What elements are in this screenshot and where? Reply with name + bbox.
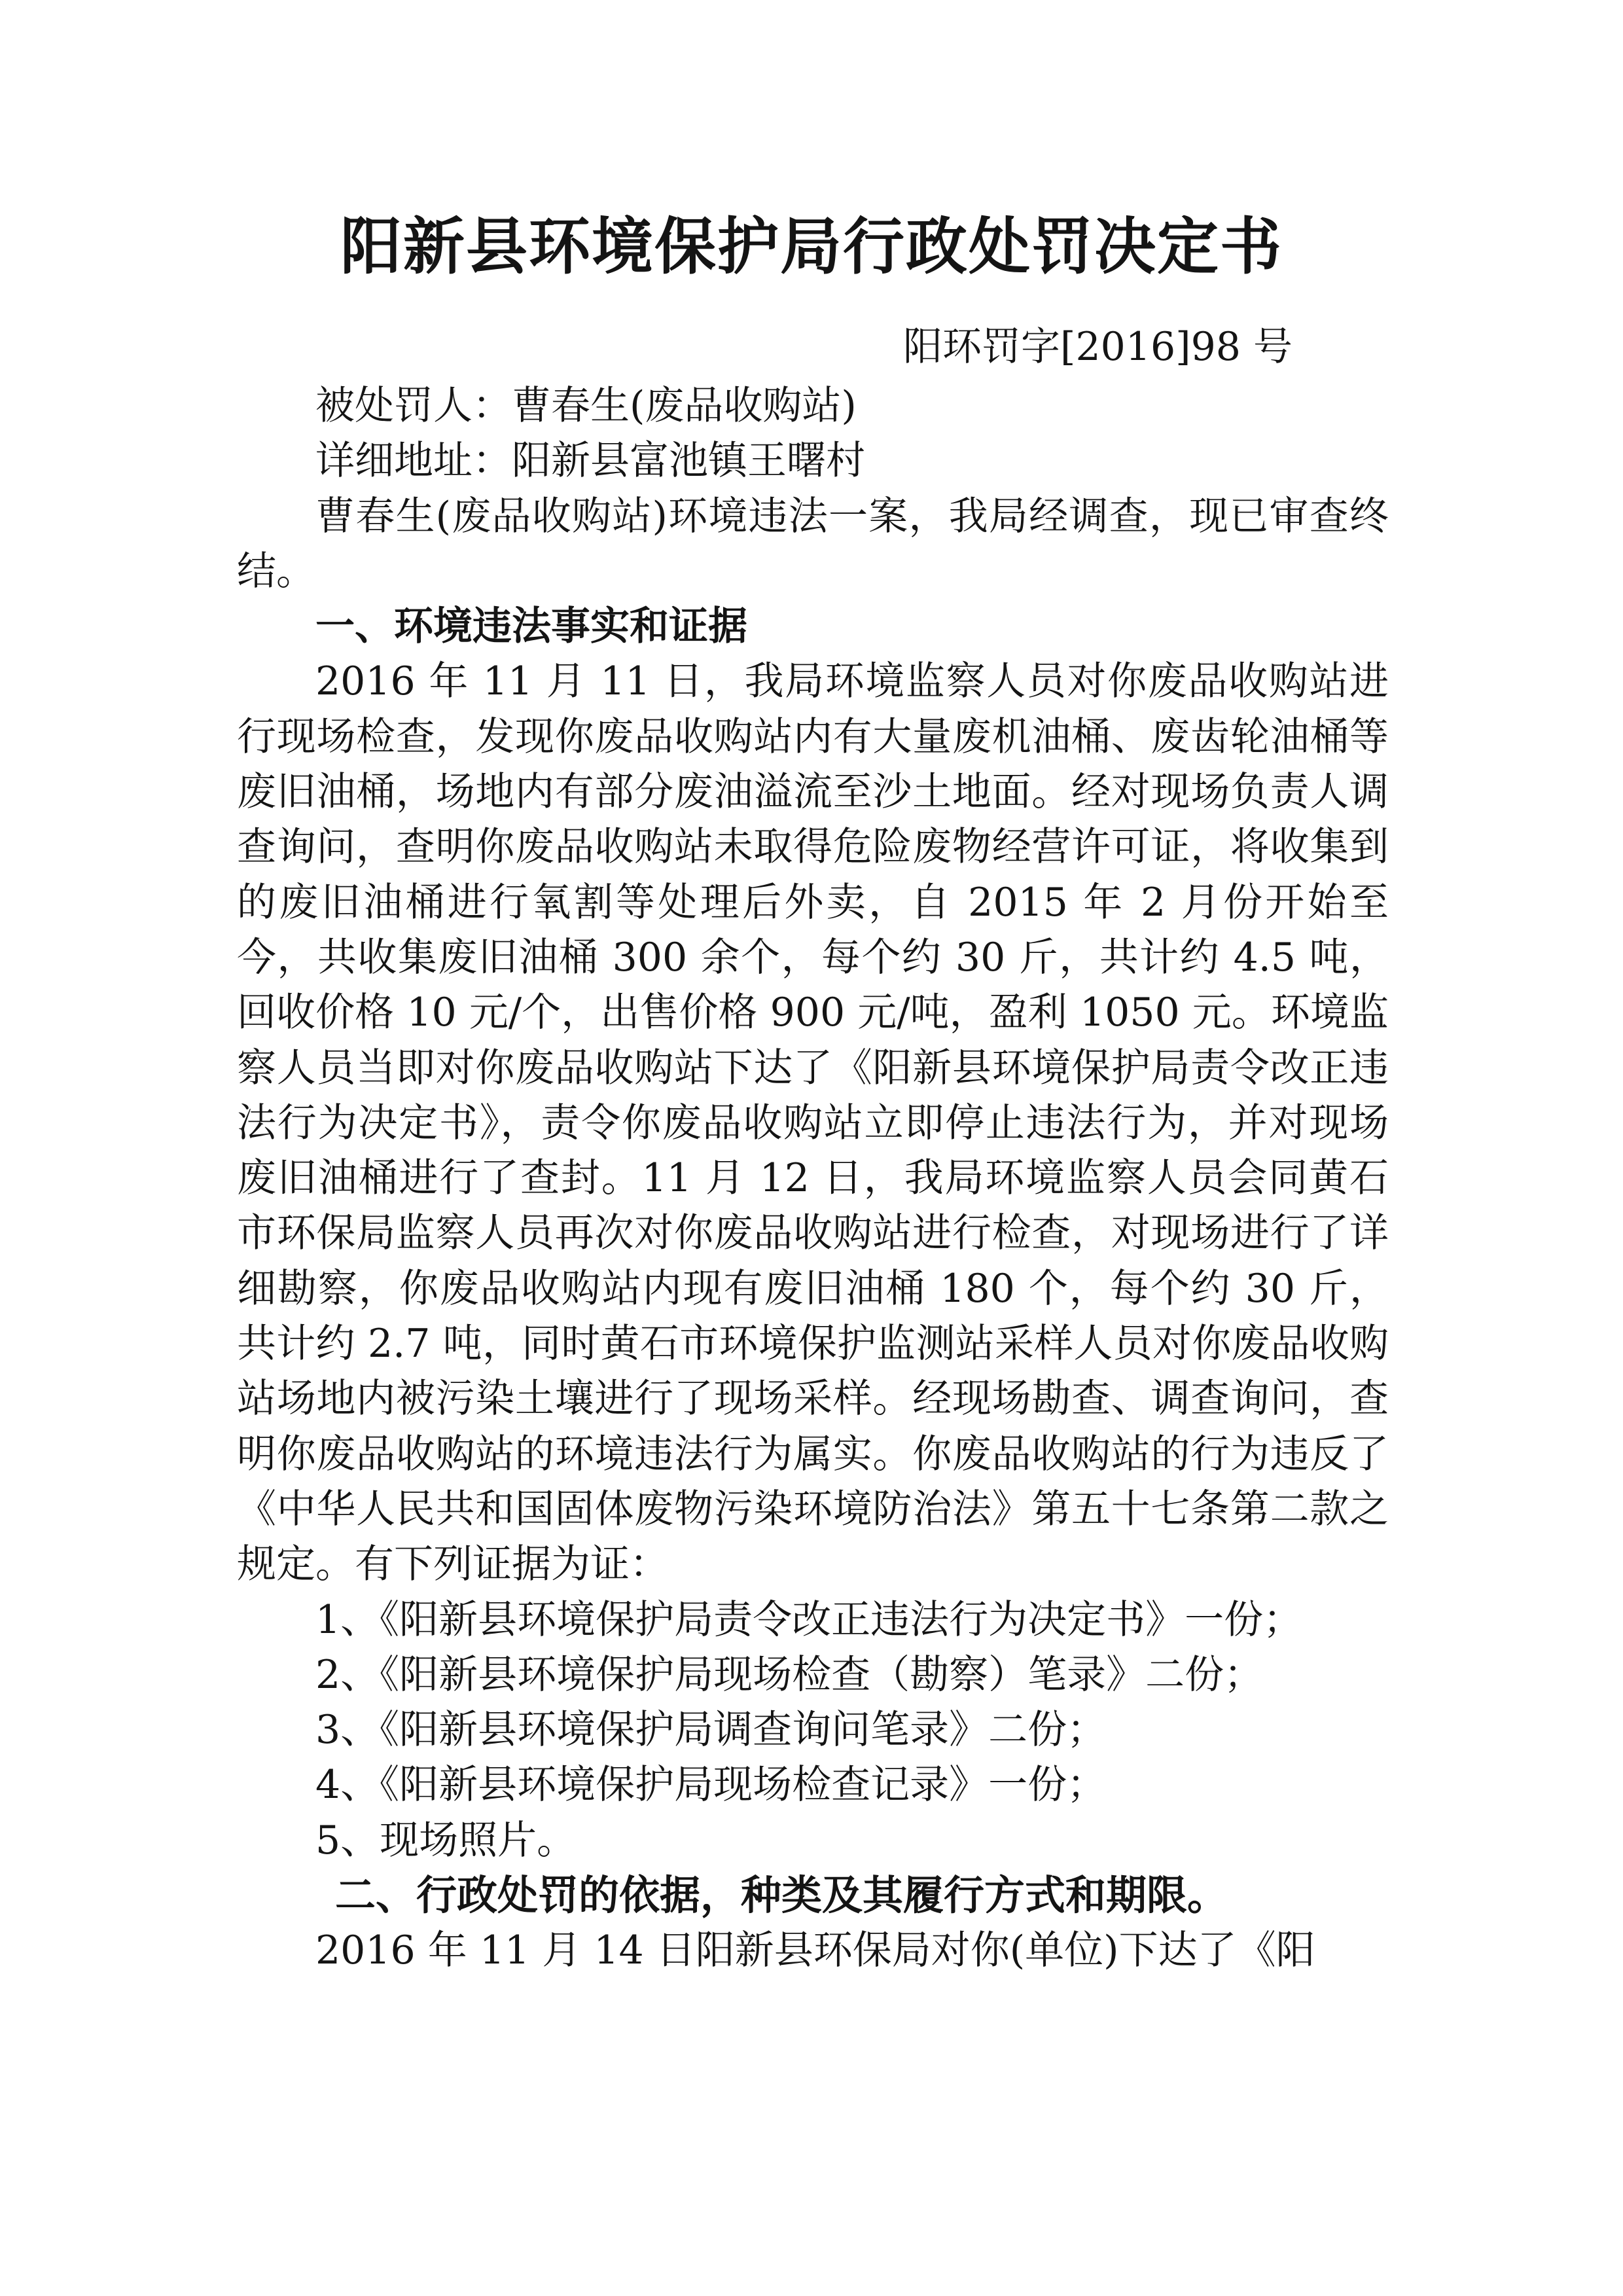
intro-paragraph: 曹春生(废品收购站)环境违法一案，我局经调查，现已审查终结。 <box>237 493 1389 594</box>
section-1-heading: 一、环境违法事实和证据 <box>315 603 747 650</box>
section-1-paragraph: 2016 年 11 月 11 日，我局环境监察人员对你废品收购站进行现场检查，发现你废品收购站内有大量废机油桶、废齿轮油桶等废旧油桶，场地内有部分废油溢流至沙土地面。经对现场负责人调查询问，查明你废品收购站未取得危险废物经营许可证，将收集到的废旧油桶进行氧割等处理后外卖，自 2015 年 2 月份开始至今，共收集废旧油桶 300 余个，每个约 30 斤，共计约 4.5 吨，回收价格 10 元/个，出售价格 900 元/吨，盈利 1050 元。环境监察人员当即对你废品收购站下达了《阳新县环境保护局责令改正违法行为决定书》，责令你废品收购站立即停止违法行为，并对现场废旧油桶进行了查封。11 月 12 日，我局环境监察人员会同黄石市环保局监察人员再次对你废品收购站进行检查，对现场进行了详细勘察，你废品收购站内现有废旧油桶 180 个，每个约 30 斤，共计约 2.7 吨，同时黄石市环境保护监测站采样人员对你废品收购站场地内被污染土壤进行了现场采样。经现场勘查、调查询问，查明你废品收购站的环境违法行为属实。你废品收购站的行为违反了《中华人民共和国固体废物污染环境防治法》第五十七条第二款之规定。有下列证据为证： <box>237 658 1389 1588</box>
evidence-item-2: 2、《阳新县环境保护局现场检查（勘察）笔录》二份； <box>315 1651 1264 1698</box>
document-number: 阳环罚字[2016]98 号 <box>903 324 1293 370</box>
section-2-heading: 二、行政处罚的依据，种类及其履行方式和期限。 <box>335 1871 1228 1920</box>
document-title: 阳新县环境保护局行政处罚决定书 <box>340 211 1283 283</box>
section-2-paragraph: 2016 年 11 月 14 日阳新县环保局对你(单位)下达了《阳 <box>315 1928 1315 1974</box>
party-line: 被处罚人：曹春生(废品收购站) <box>315 383 857 429</box>
evidence-item-5: 5、现场照片。 <box>315 1817 577 1863</box>
evidence-item-1: 1、《阳新县环境保护局责令改正违法行为决定书》一份； <box>315 1596 1303 1643</box>
evidence-item-3: 3、《阳新县环境保护局调查询问笔录》二份； <box>315 1707 1107 1753</box>
address-line: 详细地址：阳新县富池镇王曙村 <box>315 438 865 484</box>
evidence-item-4: 4、《阳新县环境保护局现场检查记录》一份； <box>315 1762 1107 1808</box>
document-body <box>237 378 1389 1979</box>
